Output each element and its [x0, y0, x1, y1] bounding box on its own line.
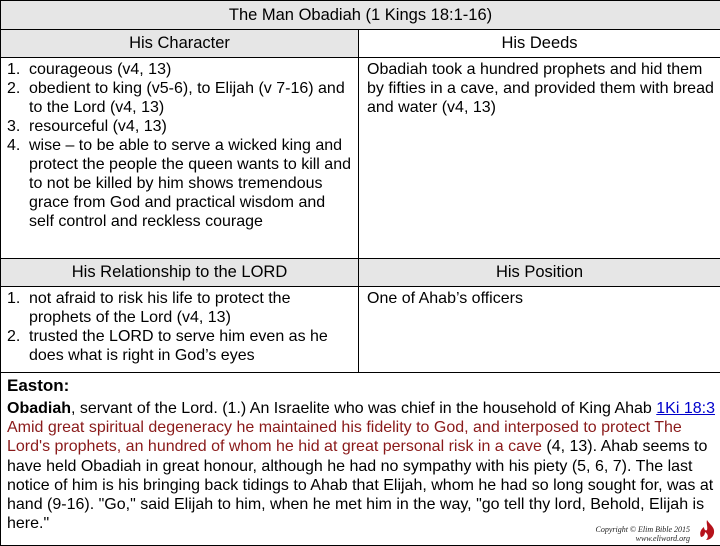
easton-entry [1, 373, 720, 546]
flame-logo-icon [696, 519, 718, 541]
copyright-notice [595, 525, 690, 543]
character-list-cell [1, 58, 359, 259]
relationship-list [7, 289, 354, 365]
entry-rest: (4, 13). Ahab seems to have held Obadiah in great honour, although he had no sympathy with his piety (5, 6, 7). The last notice of him is his bringing back tidings to Ahab that Elijah, whom he had so long sought for, was at hand (9-16). "Go," said Elijah to him, when he met him in the way, "go tell thy lord, Behold, Elijah is here." [7, 438, 713, 532]
page-title: The Man Obadiah (1 Kings 18:1-16) [1, 1, 720, 30]
position-text: One of Ahab’s officers [359, 287, 720, 373]
header-character: His Character [1, 30, 359, 58]
entry-intro: , servant of the Lord. (1.) An Israelite who was chief in the household of King Ahab [71, 400, 656, 417]
list-item: 2. trusted the LORD to serve him even as he does what is right in God’s eyes [7, 327, 354, 365]
list-item: 2. obedient to king (v5-6), to Elijah (v 7-16) and to the Lord (v4, 13) [7, 79, 354, 117]
list-item: 3. resourceful (v4, 13) [7, 117, 354, 136]
entry-highlight: Amid great spiritual degeneracy he maintained his fidelity to God, and interposed to protect The Lord's prophets, an hundred of whom he hid at great personal risk in a cave [7, 419, 682, 455]
copyright-line: Copyright © Elim Bible 2015 [595, 525, 690, 534]
header-deeds: His Deeds [359, 30, 720, 58]
easton-label: Easton: [7, 375, 716, 397]
list-item: 4. wise – to be able to serve a wicked king and protect the people the queen wants to kill and to not be killed by him shows tremendous grace from God and practical wisdom and self control and reckless courage [7, 136, 354, 231]
easton-body [7, 399, 716, 533]
scripture-link[interactable]: 1Ki 18:3 [656, 400, 715, 417]
website-line: www.eliword.org [595, 534, 690, 543]
header-relationship: His Relationship to the LORD [1, 259, 359, 287]
list-item: 1. courageous (v4, 13) [7, 60, 354, 79]
character-list [7, 60, 354, 231]
deeds-text: Obadiah took a hundred prophets and hid them by fifties in a cave, and provided them with bread and water (v4, 13) [359, 58, 720, 259]
entry-name: Obadiah [7, 400, 71, 417]
list-item: 1. not afraid to risk his life to protect the prophets of the Lord (v4, 13) [7, 289, 354, 327]
header-position: His Position [359, 259, 720, 287]
relationship-list-cell [1, 287, 359, 373]
